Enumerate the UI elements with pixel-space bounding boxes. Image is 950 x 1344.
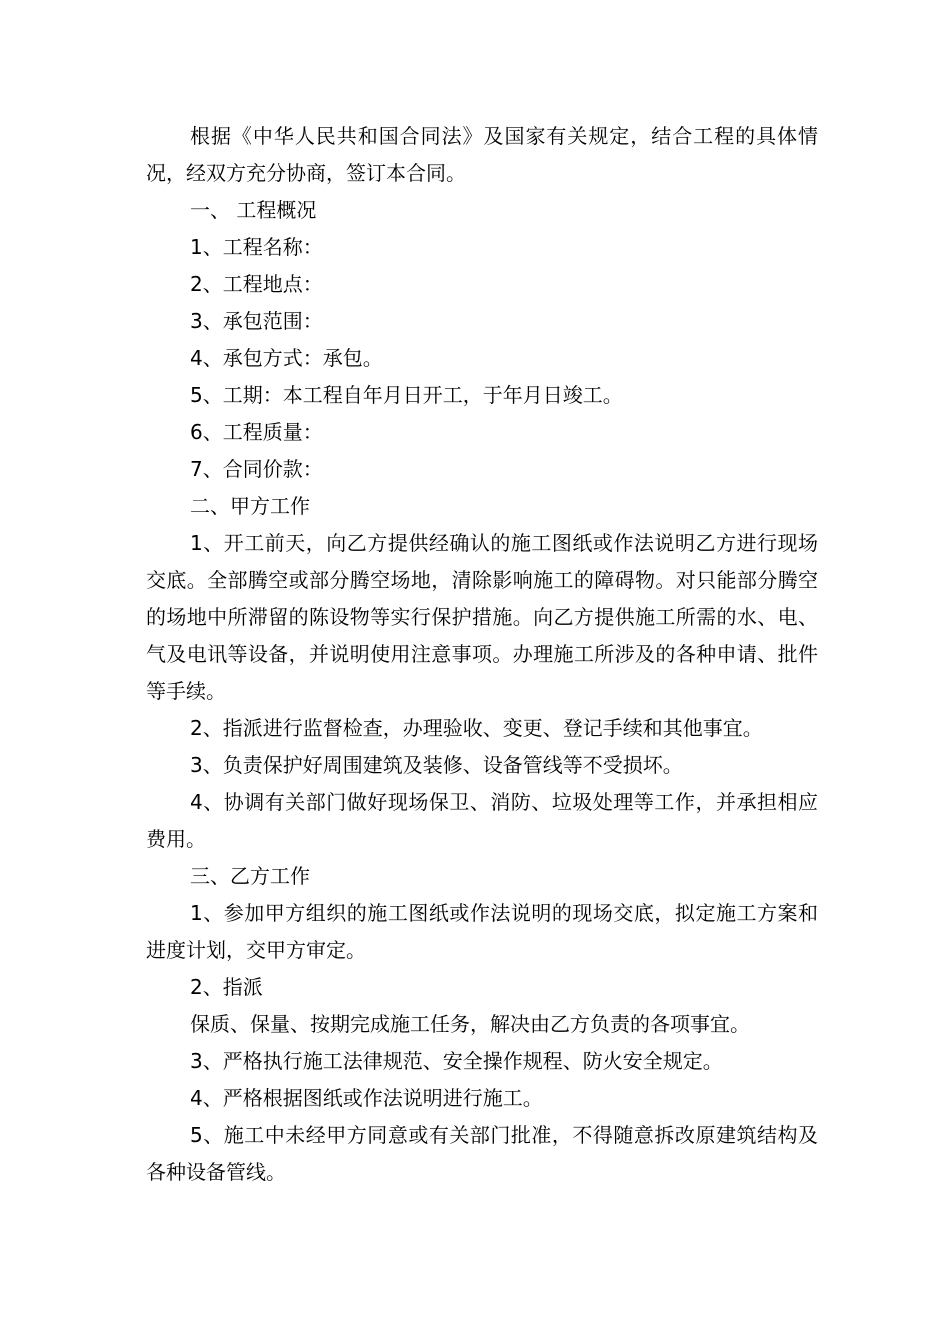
contract-body [146, 118, 818, 1191]
list-item: 1、开工前天，向乙方提供经确认的施工图纸或作法说明乙方进行现场交底。全部腾空或部分腾空场地，清除影响施工的障碍物。对只能部分腾空的场地中所滞留的陈设物等实行保护措施。向乙方提供施工所需的水、电、气及电讯等设备，并说明使用注意事项。办理施工所涉及的各种申请、批件等手续。 [146, 531, 818, 703]
list-item: 3、严格执行施工法律规范、安全操作规程、防火安全规定。 [190, 1049, 723, 1073]
list-item: 2、指派 [190, 975, 263, 999]
list-item: 4、严格根据图纸或作法说明进行施工。 [190, 1086, 543, 1110]
list-item-continuation: 保质、保量、按期完成施工任务，解决由乙方负责的各项事宜。 [190, 1012, 750, 1036]
list-item: 5、施工中未经甲方同意或有关部门批准，不得随意拆改原建筑结构及各种设备管线。 [146, 1123, 818, 1184]
list-item: 2、指派进行监督检查，办理验收、变更、登记手续和其他事宜。 [190, 716, 763, 740]
list-item: 4、协调有关部门做好现场保卫、消防、垃圾处理等工作，并承担相应费用。 [146, 790, 818, 851]
list-item: 1、参加甲方组织的施工图纸或作法说明的现场交底，拟定施工方案和进度计划，交甲方审定。 [146, 901, 818, 962]
section-heading-party-a: 二、甲方工作 [190, 494, 310, 518]
list-item: 4、承包方式：承包。 [190, 346, 383, 370]
list-item: 1、工程名称： [190, 235, 323, 259]
list-item: 3、负责保护好周围建筑及装修、设备管线等不受损坏。 [190, 753, 683, 777]
section-heading-project-overview: 一、 工程概况 [190, 198, 317, 222]
section-heading-party-b: 三、乙方工作 [190, 864, 310, 888]
list-item: 5、工期：本工程自年月日开工，于年月日竣工。 [190, 383, 623, 407]
list-item: 7、合同价款： [190, 457, 323, 481]
list-item: 3、承包范围： [190, 309, 323, 333]
list-item: 6、工程质量： [190, 420, 323, 444]
list-item: 2、工程地点： [190, 272, 323, 296]
intro-paragraph: 根据《中华人民共和国合同法》及国家有关规定，结合工程的具体情况，经双方充分协商，签订本合同。 [146, 124, 818, 185]
